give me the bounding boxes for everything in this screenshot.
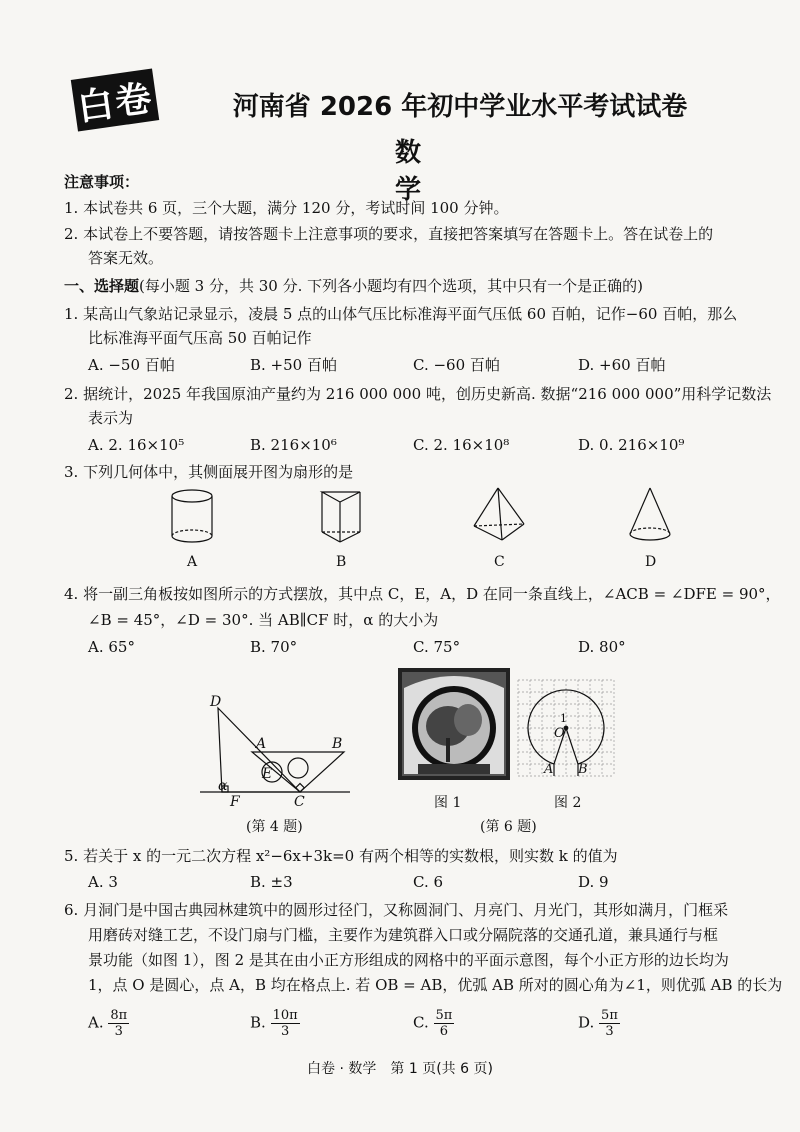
q1-line1: 1. 某高山气象站记录显示，凌晨 5 点的山体气压比标准海平面气压低 60 百帕，记作−60 百帕，那么	[64, 305, 738, 323]
q6-option-a-fraction	[108, 1008, 129, 1039]
exam-title: 河南省 2026 年初中学业水平考试试卷	[232, 92, 688, 122]
q4-line2: ∠B = 45°，∠D = 30°. 当 AB∥CF 时，α 的大小为	[88, 611, 439, 629]
q6-option-b-fraction	[271, 1008, 300, 1039]
q5-option-c: C. 6	[413, 873, 444, 891]
q6-line4: 1，点 O 是圆心，点 A，B 均在格点上. 若 OB = AB，优弧 AB 所对的圆心角为∠1，则优弧 AB 的长为	[88, 976, 783, 994]
section-1-desc: (每小题 3 分，共 30 分. 下列各小题均有四个选项，其中只有一个是正确的)	[139, 277, 643, 295]
q6-option-a-numerator: 8π	[110, 1008, 128, 1023]
q6-option-a-denominator: 3	[114, 1024, 123, 1039]
q6-option-a	[88, 1008, 129, 1039]
q4-label-b: B	[332, 736, 343, 752]
q2-option-b: B. 216×10⁶	[250, 436, 337, 454]
q4-label-d: D	[210, 694, 222, 710]
pyramid-figure	[474, 488, 524, 540]
q2-option-a: A. 2. 16×10⁵	[88, 436, 185, 454]
q1-option-c: C. −60 百帕	[413, 356, 500, 374]
q1-option-b: B. +50 百帕	[250, 356, 337, 374]
white-paper-badge: 白卷	[71, 69, 159, 132]
note-2-line2: 答案无效。	[88, 249, 164, 267]
q6-option-d-numerator: 5π	[601, 1008, 618, 1023]
q6-option-d-fraction	[599, 1008, 620, 1039]
q5-option-b: B. ±3	[250, 873, 293, 891]
grid-label-b: B	[578, 762, 588, 777]
q6-option-a-label: A.	[88, 1013, 104, 1032]
q6-line3: 景功能（如图 1），图 2 是其在由小正方形组成的网格中的平面示意图，每个小正方形的边长均为	[88, 951, 729, 969]
notes-heading: 注意事项：	[64, 173, 140, 191]
moon-gate-photo	[398, 668, 510, 780]
grid-label-a: A	[544, 762, 554, 777]
q6-option-d	[578, 1008, 620, 1039]
q3-label-a: A	[187, 554, 198, 570]
q6-option-b	[250, 1008, 300, 1039]
section-1-header	[64, 276, 643, 296]
q3-line1: 3. 下列几何体中，其侧面展开图为扇形的是	[64, 463, 354, 481]
radius-ob	[566, 728, 578, 764]
q6-option-b-label: B.	[250, 1013, 266, 1032]
cone-figure	[630, 488, 670, 540]
subject-title: 数 学	[394, 138, 476, 205]
q4-option-d: D. 80°	[578, 638, 626, 656]
q5-option-a: A. 3	[88, 873, 118, 891]
q6-option-c-fraction	[434, 1008, 455, 1039]
q3-label-c: C	[494, 554, 505, 570]
q6-option-c	[413, 1008, 454, 1039]
q5-option-d: D. 9	[578, 873, 609, 891]
q6-option-d-denominator: 3	[605, 1024, 614, 1039]
q6-option-c-denominator: 6	[439, 1024, 449, 1039]
q6-option-c-numerator: 5π	[435, 1008, 453, 1023]
q4-label-e: E	[262, 766, 273, 782]
q4-label-alpha: α	[218, 778, 228, 794]
fig2-label: 图 2	[554, 795, 582, 811]
q6-option-b-numerator: 10π	[272, 1008, 298, 1023]
right-angle-c	[296, 784, 304, 792]
note-1: 1. 本试卷共 6 页，三个大题，满分 120 分，考试时间 100 分钟。	[64, 199, 509, 217]
q2-line1: 2. 据统计，2025 年我国原油产量约为 216 000 000 吨，创历史新高. 数据“216 000 000”用科学记数法	[64, 385, 772, 403]
q6-caption: (第 6 题)	[480, 819, 537, 835]
angle-1-label: 1	[560, 712, 567, 725]
q4-line1: 4. 将一副三角板按如图所示的方式摆放，其中点 C，E，A，D 在同一条直线上，∠ACB = ∠DFE = 90°，	[64, 585, 781, 603]
fig1-label: 图 1	[434, 795, 462, 811]
q6-option-d-label: D.	[578, 1013, 595, 1032]
q4-label-f: F	[230, 794, 240, 810]
q4-option-b: B. 70°	[250, 638, 298, 656]
q2-option-c: C. 2. 16×10⁸	[413, 436, 510, 454]
triangle-hole-2	[288, 758, 308, 778]
q5-line1: 5. 若关于 x 的一元二次方程 x²−6x+3k=0 有两个相等的实数根，则实数 k 的值为	[64, 847, 618, 865]
q6-line1: 6. 月洞门是中国古典园林建筑中的圆形过径门，又称圆洞门、月亮门、月光门，其形如满月，门框采	[64, 901, 729, 919]
q4-caption: (第 4 题)	[246, 819, 303, 835]
q3-label-b: B	[336, 554, 347, 570]
q6-line2: 用磨砖对缝工艺，不设门扇与门槛，主要作为建筑群入口或分隔院落的交通孔道，兼具通行与框	[88, 926, 719, 944]
q6-option-b-denominator: 3	[280, 1024, 290, 1039]
moon-gate-grid-diagram	[518, 680, 614, 776]
q1-option-a: A. −50 百帕	[88, 356, 175, 374]
q4-option-c: C. 75°	[413, 638, 461, 656]
q3-label-d: D	[645, 554, 657, 570]
q2-line2: 表示为	[88, 409, 134, 427]
cylinder-figure	[172, 490, 212, 542]
q1-option-d: D. +60 百帕	[578, 356, 666, 374]
section-1-heading: 一、选择题	[64, 277, 140, 295]
page-footer: 白卷 · 数学 第 1 页(共 6 页)	[307, 1061, 493, 1077]
prism-figure	[322, 492, 360, 542]
note-2-line1: 2. 本试卷上不要答题，请按答题卡上注意事项的要求，直接把答案填写在答题卡上。答在试卷上的	[64, 225, 714, 243]
q3-solids	[0, 488, 800, 548]
q4-label-c: C	[294, 794, 305, 810]
q6-option-c-label: C.	[413, 1013, 429, 1032]
q4-option-a: A. 65°	[88, 638, 135, 656]
q1-line2: 比标准海平面气压高 50 百帕记作	[88, 329, 312, 347]
q4-label-a: A	[256, 736, 267, 752]
center-o-label: O	[554, 726, 565, 741]
q2-option-d: D. 0. 216×10⁹	[578, 436, 685, 454]
